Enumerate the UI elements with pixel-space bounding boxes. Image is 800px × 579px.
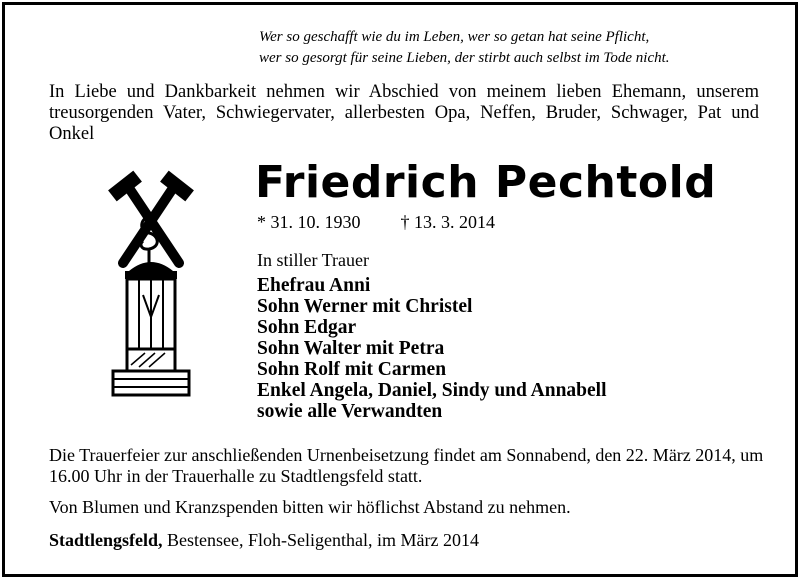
mourners-list bbox=[257, 275, 607, 422]
funeral-info: Die Trauerfeier zur anschließenden Urnenbeisetzung findet am Sonnabend, den 22. März 2014, um 16.00 Uhr in der Trauerhalle zu Stadtlengsfeld statt. bbox=[49, 445, 764, 486]
flowers-note: Von Blumen und Kranzspenden bitten wir höflichst Abstand zu nehmen. bbox=[49, 497, 571, 517]
mourner-entry: Sohn Rolf mit Carmen bbox=[257, 359, 447, 380]
birth-date: * 31. 10. 1930 bbox=[257, 212, 361, 232]
verse-line-1: Wer so geschafft wie du im Leben, wer so getan hat seine Pflicht, bbox=[259, 29, 650, 45]
verse-line-2: wer so gesorgt für seine Lieben, der stirbt auch selbst im Tode nicht. bbox=[259, 50, 670, 66]
mourner-entry: Sohn Walter mit Petra bbox=[257, 338, 445, 359]
obituary-notice bbox=[2, 2, 798, 577]
mourner-entry: Sohn Edgar bbox=[257, 317, 357, 338]
mourning-label: In stiller Trauer bbox=[257, 250, 369, 270]
mourner-entry: Sohn Werner mit Christel bbox=[257, 296, 473, 317]
deceased-name: Friedrich Pechtold bbox=[255, 157, 717, 208]
miners-hammer-and-lamp-icon bbox=[105, 167, 197, 419]
life-dates bbox=[257, 212, 495, 233]
mourner-entry: sowie alle Verwandten bbox=[257, 401, 443, 422]
intro-text: In Liebe und Dankbarkeit nehmen wir Abschied von meinem lieben Ehemann, unserem treusorgenden Vater, Schwiegervater, allerbesten Opa, Neffen, Bruder, Schwager, Pat und Onkel bbox=[49, 82, 759, 144]
death-date: † 13. 3. 2014 bbox=[400, 212, 495, 232]
mourner-entry: Ehefrau Anni bbox=[257, 275, 371, 296]
place-town: Stadtlengsfeld, bbox=[49, 530, 163, 550]
place-rest: Bestensee, Floh-Seligenthal, im März 2014 bbox=[162, 530, 479, 550]
memorial-verse bbox=[259, 27, 779, 69]
mourner-entry: Enkel Angela, Daniel, Sindy und Annabell bbox=[257, 380, 607, 401]
place-and-date bbox=[49, 530, 769, 551]
